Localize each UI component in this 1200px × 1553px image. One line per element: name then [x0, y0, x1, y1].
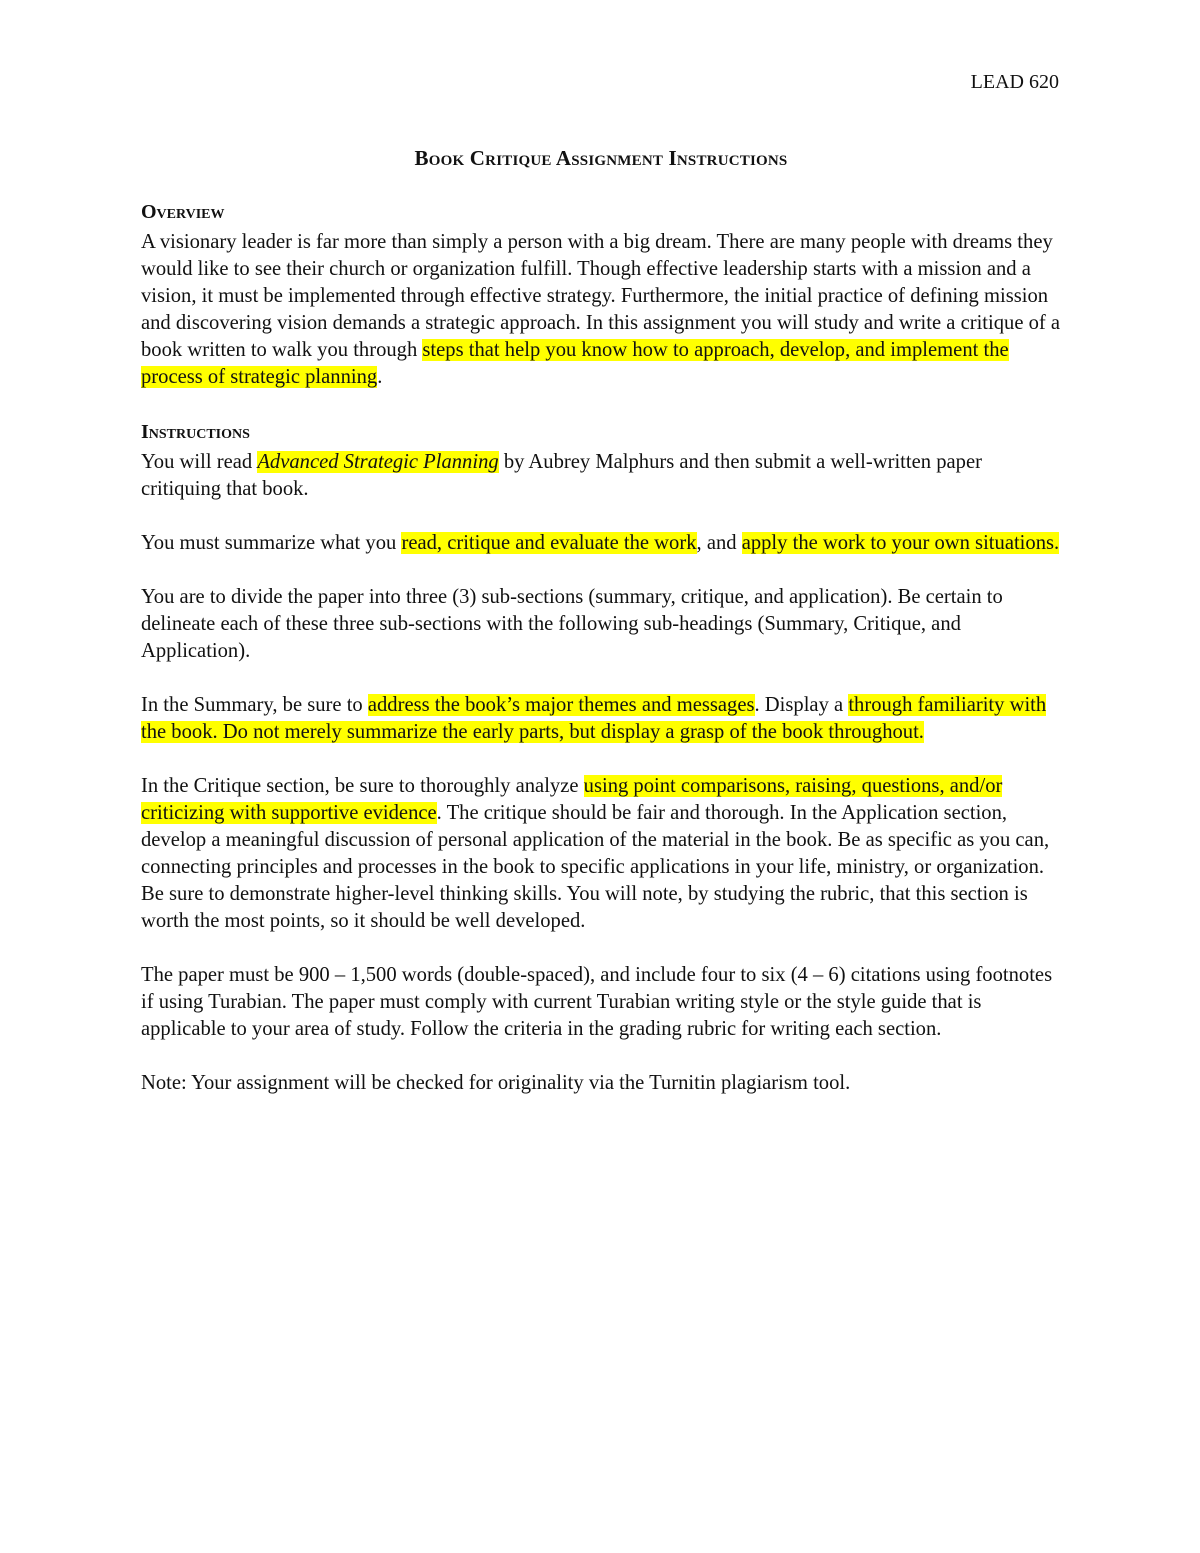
instructions-paragraph-critique-application — [141, 773, 1061, 935]
highlighted-text-segment: using point comparisons, raising, questions, and/or criticizing with supportive evidence — [141, 775, 1003, 824]
instructions-paragraph-summary — [141, 692, 1061, 746]
document-body — [141, 143, 1061, 1097]
text-segment: A visionary leader is far more than simply a person with a big dream. There are many people with dreams they would like to see their church or organization fulfill. Though effective leadership starts with a mission and a vision, it must be implemented through effective strategy. Furthermore, the initial practice of defining mission and discovering vision demands a strategic approach. In this assignment you will study and write a critique of a book written to walk you through — [141, 231, 1061, 361]
text-segment: Note: Your assignment will be checked for originality via the Turnitin plagiarism tool. — [141, 1072, 851, 1094]
highlighted-text-segment: read, critique and evaluate the work — [401, 532, 697, 554]
text-segment: . Display a — [754, 694, 849, 716]
course-code: LEAD 620 — [970, 71, 1059, 93]
instructions-paragraph-length — [141, 962, 1061, 1043]
highlighted-text-segment: apply the work to your own situations. — [741, 532, 1060, 554]
page-title: Book Critique Assignment Instructions — [414, 146, 788, 170]
overview-heading: Overview — [141, 201, 225, 223]
instructions-paragraph-note — [141, 1070, 1061, 1097]
text-segment: In the Critique section, be sure to thoroughly analyze — [141, 775, 584, 797]
text-segment: by Aubrey Malphurs and then submit a well-written paper critiquing that book. — [141, 451, 982, 500]
highlighted-text-segment: steps that help you know how to approach, develop, and implement the process of strategic planning — [141, 339, 1009, 388]
instructions-paragraph-reading — [141, 449, 1061, 503]
text-segment: , and — [696, 532, 742, 554]
text-segment: . The critique should be fair and thorough. In the Application section, develop a meaningful discussion of personal application of the material in the book. Be as specific as you can, connecting principles and processes in the book to specific applications in your life, ministry, or organization. Be sure to demonstrate higher-level thinking skills. You will note, by studying the rubric, that this section is worth the most points, so it should be well developed. — [141, 802, 1050, 932]
instructions-heading: Instructions — [141, 421, 250, 443]
instructions-paragraph-summarize — [141, 530, 1061, 557]
text-segment: In the Summary, be sure to — [141, 694, 368, 716]
text-segment: . — [377, 366, 383, 388]
overview-paragraph — [141, 229, 1061, 391]
highlighted-text-segment: address the book’s major themes and messages — [367, 694, 755, 716]
text-segment: The paper must be 900 – 1,500 words (double-spaced), and include four to six (4 – 6) citations using footnotes if using Turabian. The paper must comply with current Turabian writing style or the style guide that is applicable to your area of study. Follow the criteria in the grading rubric for writing each section. — [141, 964, 1053, 1040]
instructions-paragraph-subsections — [141, 584, 1061, 665]
text-segment: You are to divide the paper into three (3) sub-sections (summary, critique, and application). Be certain to delineate each of these three sub-sections with the following sub-headings (Summary, Critique, and Application). — [141, 586, 1003, 662]
text-segment: You must summarize what you — [141, 532, 402, 554]
highlighted-text-segment: through familiarity with the book. Do not merely summarize the early parts, but display a grasp of the book throughout. — [141, 694, 1047, 743]
highlighted-text-segment: Advanced Strategic Planning — [257, 451, 499, 473]
text-segment: You will read — [141, 451, 258, 473]
